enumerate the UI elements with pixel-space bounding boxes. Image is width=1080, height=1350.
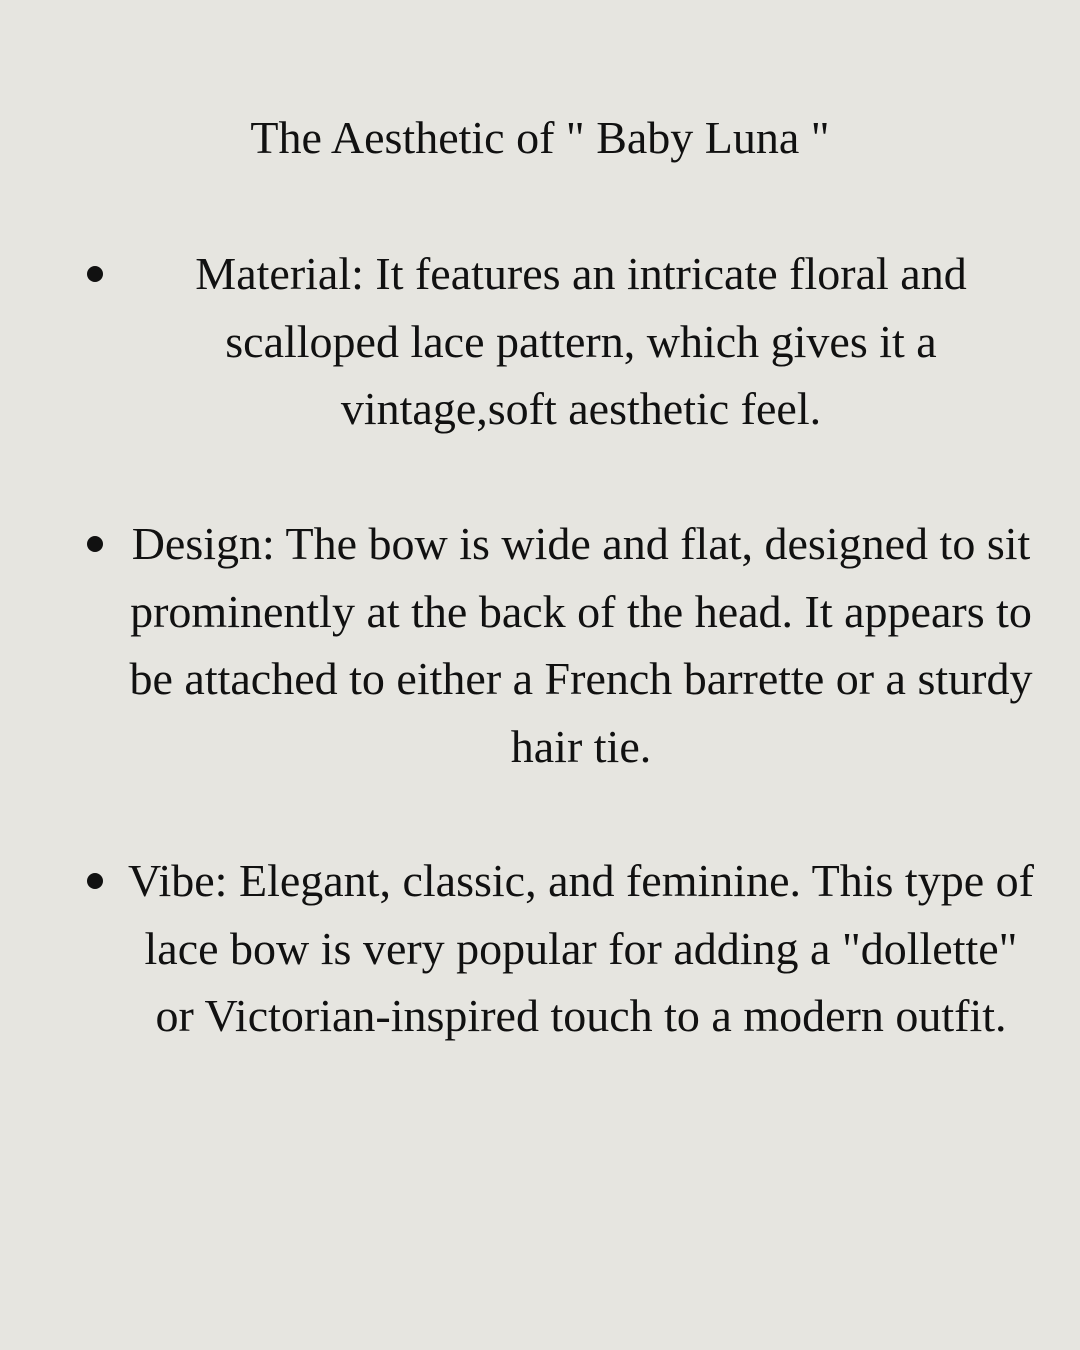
list-item-text: Vibe: Elegant, classic, and feminine. This type of lace bow is very popular for adding a "dollette" or Victorian-inspired touch to a modern outfit. [128,855,1034,1041]
bullet-icon [87,536,103,552]
bullet-icon [87,266,103,282]
bullet-icon [87,873,103,889]
list-item-text: Material: It features an intricate floral and scalloped lace pattern, which gives it a vintage,soft aesthetic feel. [195,248,967,434]
page-title: The Aesthetic of " Baby Luna " [250,112,830,163]
list-item-text: Design: The bow is wide and flat, designed to sit prominently at the back of the head. It appears to be attached to either a French barrette or a sturdy hair tie. [129,518,1033,772]
